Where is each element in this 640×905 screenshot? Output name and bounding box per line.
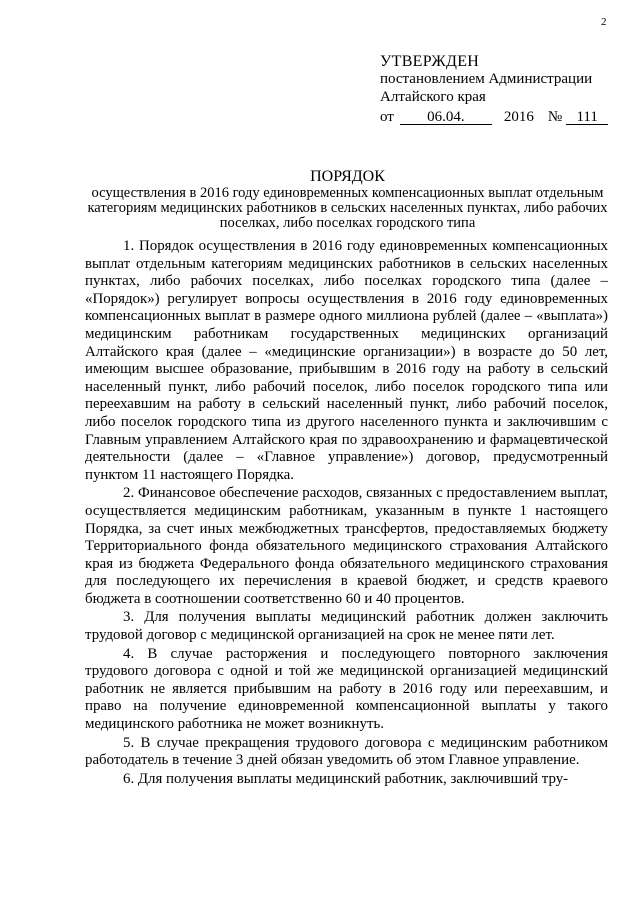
paragraph-4: 4. В случае расторжения и последующего повторного заключения трудового договора с одной и той же медицинской организацией медицинский работник не является прибывшим на работу в 2016 году или переехавшим, и право на получение единовременной компенсационной выплаты у такого медицинского работника не может возникнуть. [85, 645, 608, 733]
approval-line-2: Алтайского края [380, 89, 486, 105]
approval-date-line [380, 108, 608, 126]
number-value: 111 [566, 110, 608, 125]
number-sign: № [547, 109, 563, 125]
date-prefix: от [380, 109, 394, 125]
approval-line-1: постановлением Администрации [380, 71, 593, 87]
document-body [85, 238, 608, 789]
document-title-block [60, 168, 635, 231]
date-value: 06.04. [400, 110, 492, 125]
document-title: ПОРЯДОК [310, 168, 385, 185]
approval-heading: УТВЕРЖДЕН [380, 53, 480, 70]
paragraph-6: 6. Для получения выплаты медицинский работник, заключивший тру- [123, 770, 569, 787]
year-value: 2016 [503, 109, 534, 125]
paragraph-5: 5. В случае прекращения трудового договора с медицинским работником работодатель в течение 3 дней обязан уведомить об этом Главное управление. [85, 734, 608, 769]
paragraph-3: 3. Для получения выплаты медицинский работник должен заключить трудовой договор с медицинской организацией на срок не менее пяти лет. [85, 609, 608, 644]
approval-stamp [380, 53, 608, 126]
paragraph-2: 2. Финансовое обеспечение расходов, связанных с предоставлением выплат, осуществляется медицинским работникам, указанным в пункте 1 настоящего Порядка, за счет иных межбюджетных трансфертов, предоставляемых бюджету Территориального фонда обязательного медицинского страхования Алтайского края из бюджета Федерального фонда обязательного медицинского страхования для последующего их перечисления в краевой бюджет, и средств краевого бюджета в соотношении соответственно 60 и 40 процентов. [85, 485, 608, 607]
paragraph-1: 1. Порядок осуществления в 2016 году единовременных компенсационных выплат отдельным категориям медицинских работников в сельских населенных пунктах, либо рабочих поселках, либо поселках городского типа (далее – «Порядок») регулирует вопросы осуществления в 2016 году единовременных компенсационных выплат в размере одного миллиона рублей (далее – «выплата») медицинским работникам государственных медицинских организаций Алтайского края (далее – «медицинские организации») в возрасте до 50 лет, имеющим высшее образование, прибывшим в 2016 году на работу в сельский населенный пункт, либо рабочий поселок, либо поселок городского типа или переехавшим на работу в сельский населенный пункт, либо рабочий поселок, либо поселок городского типа из другого населенного пункта и заключившим с Главным управлением Алтайского края по здравоохранению и фармацевтической деятельности (далее – «Главное управление») договор, предусмотренный пунктом 11 настоящего Порядка. [85, 238, 608, 483]
document-subtitle: осуществления в 2016 году единовременных компенсационных выплат отдельным категориям медицинских работников в сельских населенных пунктах, либо рабочих поселках, либо поселках городского типа [87, 185, 608, 231]
page-number: 2 [601, 16, 607, 28]
